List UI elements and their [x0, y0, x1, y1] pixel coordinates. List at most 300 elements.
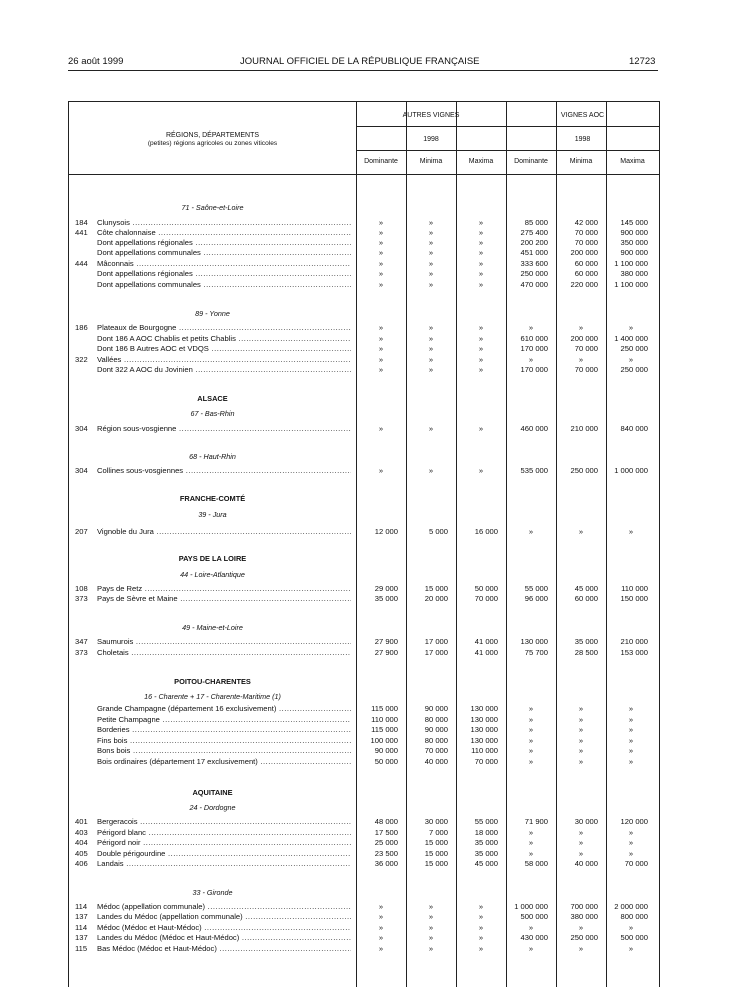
row-value: » [628, 849, 634, 858]
row-value: » [378, 466, 384, 475]
row-value: 470 000 [520, 280, 548, 289]
table-row [69, 344, 659, 354]
group-vignes-aoc: VIGNES AOC [560, 112, 605, 119]
table-row [69, 218, 659, 228]
table-row [69, 238, 659, 248]
row-value: » [428, 248, 434, 257]
row-value: 610 000 [520, 334, 548, 343]
section-heading: FRANCHE-COMTÉ [179, 494, 246, 503]
row-code: 444 [75, 259, 88, 268]
row-value: » [428, 269, 434, 278]
row-value: 70 000 [474, 757, 498, 766]
row-value: » [478, 248, 484, 257]
row-code: 115 [75, 944, 88, 953]
row-value: 130 000 [470, 725, 498, 734]
row-label: Région sous-vosgienne ..... [97, 424, 351, 434]
row-value: » [578, 849, 584, 858]
table-row [69, 466, 659, 476]
row-value: » [528, 715, 534, 724]
row-label: Bons bois ..... [97, 746, 351, 756]
table-row [69, 912, 659, 922]
row-label: Clunysois ..... [97, 218, 351, 228]
row-value: » [578, 828, 584, 837]
col-maxima-aoc: Maxima [620, 158, 645, 165]
row-value: » [478, 365, 484, 374]
row-value: » [428, 355, 434, 364]
row-label: Dont appellations régionales ..... [97, 269, 351, 279]
row-value: 60 000 [574, 259, 598, 268]
row-value: 1 000 000 [614, 466, 648, 475]
section-heading: 24 - Dordogne [189, 803, 236, 812]
row-value: » [578, 715, 584, 724]
row-value: 500 000 [520, 912, 548, 921]
table-row [69, 736, 659, 746]
row-value: » [528, 323, 534, 332]
section-heading: 49 - Maine-et-Loire [182, 623, 243, 632]
row-value: 130 000 [470, 704, 498, 713]
row-value: » [428, 933, 434, 942]
header-title: JOURNAL OFFICIEL DE LA RÉPUBLIQUE FRANÇAISE [240, 56, 480, 67]
row-label: Pays de Sèvre et Maine ..... [97, 594, 351, 604]
row-value: 333 600 [520, 259, 548, 268]
row-code: 401 [75, 817, 88, 826]
row-value: » [578, 746, 584, 755]
row-value: » [478, 323, 484, 332]
row-value: 41 000 [474, 637, 498, 646]
row-value: 1 100 000 [614, 259, 648, 268]
row-value: » [378, 944, 384, 953]
row-value: 210 000 [620, 637, 648, 646]
row-value: » [578, 725, 584, 734]
year-autres-vignes: 1998 [423, 136, 439, 143]
col-minima: Minima [419, 158, 443, 165]
row-value: 115 000 [371, 704, 398, 713]
row-value: 115 000 [371, 725, 398, 734]
row-value: 50 000 [474, 584, 498, 593]
section-heading: AQUITAINE [192, 788, 233, 797]
row-value: 25 000 [374, 838, 398, 847]
section-heading: 33 - Gironde [192, 888, 233, 897]
row-value: » [578, 923, 584, 932]
row-value: » [528, 704, 534, 713]
row-value: » [428, 944, 434, 953]
section-heading: 16 - Charente + 17 - Charente-Maritime (1) [144, 692, 281, 701]
row-value: 20 000 [424, 594, 448, 603]
table-row [69, 715, 659, 725]
row-value: 380 000 [620, 269, 648, 278]
row-value: 90 000 [424, 704, 448, 713]
row-label: Médoc (Médoc et Haut-Médoc) ..... [97, 923, 351, 933]
row-value: 2 000 000 [614, 902, 648, 911]
table-row [69, 902, 659, 912]
row-label: Bergeracois ..... [97, 817, 351, 827]
row-value: 380 000 [570, 912, 598, 921]
row-value: 130 000 [520, 637, 548, 646]
row-value: » [378, 365, 384, 374]
table-row [69, 838, 659, 848]
row-value: 250 000 [620, 365, 648, 374]
section-heading: 71 - Saône-et-Loire [181, 203, 244, 212]
table-row [69, 228, 659, 238]
row-value: 85 000 [524, 218, 548, 227]
table-row [69, 248, 659, 258]
row-code: 406 [75, 859, 88, 868]
row-label: Dont 186 B Autres AOC et VDQS ..... [97, 344, 351, 354]
row-value: 535 000 [520, 466, 548, 475]
section-heading: 44 - Loire-Atlantique [180, 570, 245, 579]
row-value: » [478, 933, 484, 942]
row-value: » [628, 923, 634, 932]
row-code: 405 [75, 849, 88, 858]
row-value: » [528, 355, 534, 364]
row-value: » [528, 757, 534, 766]
row-value: » [428, 424, 434, 433]
row-value: » [478, 259, 484, 268]
row-value: » [428, 912, 434, 921]
col-dominante-aoc: Dominante [514, 158, 548, 165]
row-value: » [428, 238, 434, 247]
row-value: 16 000 [474, 527, 498, 536]
row-label: Dont appellations communales ..... [97, 248, 351, 258]
row-value: 75 700 [524, 648, 548, 657]
row-value: 220 000 [570, 280, 598, 289]
row-value: » [478, 344, 484, 353]
row-value: 800 000 [620, 912, 648, 921]
row-value: » [428, 323, 434, 332]
row-value: 460 000 [520, 424, 548, 433]
row-value: » [528, 838, 534, 847]
row-label: Landes du Médoc (Médoc et Haut-Médoc) ..... [97, 933, 351, 943]
row-value: 40 000 [574, 859, 598, 868]
row-value: 30 000 [424, 817, 448, 826]
table-row [69, 923, 659, 933]
row-value: 96 000 [524, 594, 548, 603]
row-label: Vignoble du Jura ..... [97, 527, 351, 537]
row-value: 1 000 000 [514, 902, 548, 911]
row-value: » [428, 923, 434, 932]
row-value: 7 000 [428, 828, 448, 837]
row-value: 451 000 [520, 248, 548, 257]
row-value: » [628, 323, 634, 332]
row-value: 35 000 [474, 849, 498, 858]
row-value: 35 000 [474, 838, 498, 847]
row-value: » [478, 902, 484, 911]
row-label: Mâconnais ..... [97, 259, 351, 269]
row-value: 170 000 [520, 344, 548, 353]
row-value: » [378, 259, 384, 268]
row-label: Choletais ..... [97, 648, 351, 658]
row-value: » [428, 218, 434, 227]
row-label: Fins bois ..... [97, 736, 351, 746]
table-row [69, 817, 659, 827]
row-value: » [628, 704, 634, 713]
row-value: » [378, 238, 384, 247]
col-dominante: Dominante [364, 158, 398, 165]
section-heading: PAYS DE LA LOIRE [178, 554, 247, 563]
row-value: » [378, 334, 384, 343]
row-value: 145 000 [620, 218, 648, 227]
row-value: 80 000 [424, 736, 448, 745]
row-value: » [578, 757, 584, 766]
section-heading: POITOU-CHARENTES [174, 677, 251, 686]
row-value: » [478, 334, 484, 343]
row-code: 207 [75, 527, 88, 536]
row-value: » [478, 355, 484, 364]
table-row [69, 648, 659, 658]
row-value: 5 000 [428, 527, 448, 536]
row-value: 200 000 [570, 248, 598, 257]
row-value: » [428, 259, 434, 268]
row-value: 55 000 [474, 817, 498, 826]
row-value: 45 000 [474, 859, 498, 868]
row-value: 70 000 [624, 859, 648, 868]
row-value: 500 000 [620, 933, 648, 942]
row-value: » [478, 912, 484, 921]
row-value: » [428, 902, 434, 911]
row-value: 1 100 000 [614, 280, 648, 289]
row-code: 114 [75, 923, 88, 932]
row-label: Double périgourdine ..... [97, 849, 351, 859]
table-row [69, 725, 659, 735]
row-value: » [578, 323, 584, 332]
row-value: » [428, 344, 434, 353]
table-row [69, 859, 659, 869]
row-value: 60 000 [574, 269, 598, 278]
table-row [69, 424, 659, 434]
row-value: » [428, 466, 434, 475]
row-value: 35 000 [574, 637, 598, 646]
header-page-number: 12723 [629, 56, 656, 67]
row-value: » [378, 269, 384, 278]
row-label: Landais ..... [97, 859, 351, 869]
row-code: 108 [75, 584, 88, 593]
row-value: 35 000 [374, 594, 398, 603]
row-value: 17 500 [374, 828, 398, 837]
row-value: 350 000 [620, 238, 648, 247]
section-heading: 89 - Yonne [195, 309, 230, 318]
row-value: » [378, 248, 384, 257]
row-value: 17 000 [424, 648, 448, 657]
row-value: » [528, 746, 534, 755]
row-label: Grande Champagne (département 16 exclusivement) ..... [97, 704, 351, 714]
row-value: » [378, 424, 384, 433]
row-label: Landes du Médoc (appellation communale) ..... [97, 912, 351, 922]
row-code: 403 [75, 828, 88, 837]
row-value: 55 000 [524, 584, 548, 593]
header-date: 26 août 1999 [68, 56, 124, 67]
row-value: 12 000 [374, 527, 398, 536]
row-value: » [478, 923, 484, 932]
row-value: 41 000 [474, 648, 498, 657]
row-value: » [528, 849, 534, 858]
row-value: » [578, 527, 584, 536]
row-value: » [628, 746, 634, 755]
row-value: 15 000 [424, 838, 448, 847]
row-code: 304 [75, 424, 88, 433]
row-value: » [428, 365, 434, 374]
row-value: » [478, 238, 484, 247]
row-value: 30 000 [574, 817, 598, 826]
row-value: » [578, 944, 584, 953]
row-label: Dont appellations régionales ..... [97, 238, 351, 248]
row-label: Périgord noir ..... [97, 838, 351, 848]
row-value: » [628, 757, 634, 766]
table-row [69, 323, 659, 333]
row-value: 250 000 [570, 933, 598, 942]
row-value: 1 400 000 [614, 334, 648, 343]
row-code: 114 [75, 902, 88, 911]
row-value: » [478, 228, 484, 237]
section-heading: 39 - Jura [198, 510, 227, 519]
data-table [68, 101, 660, 987]
row-value: 23 500 [374, 849, 398, 858]
row-value: 120 000 [620, 817, 648, 826]
row-value: 100 000 [370, 736, 398, 745]
row-value: » [528, 725, 534, 734]
row-value: 150 000 [620, 594, 648, 603]
row-value: » [528, 923, 534, 932]
row-value: 36 000 [374, 859, 398, 868]
row-value: » [378, 280, 384, 289]
row-value: » [628, 527, 634, 536]
year-vignes-aoc: 1998 [574, 136, 591, 143]
row-value: » [428, 280, 434, 289]
row-value: 71 900 [524, 817, 548, 826]
row-value: 250 000 [520, 269, 548, 278]
row-value: 90 000 [374, 746, 398, 755]
row-label: Petite Champagne ..... [97, 715, 351, 725]
row-value: » [628, 355, 634, 364]
row-value: 27 900 [374, 637, 398, 646]
row-value: 15 000 [424, 859, 448, 868]
row-label: Bas Médoc (Médoc et Haut-Médoc) ..... [97, 944, 351, 954]
row-label: Périgord blanc ..... [97, 828, 351, 838]
row-label: Dont 186 A AOC Chablis et petits Chablis ..... [97, 334, 351, 344]
row-value: 70 000 [474, 594, 498, 603]
row-code: 137 [75, 912, 88, 921]
row-code: 404 [75, 838, 88, 847]
row-value: 900 000 [620, 248, 648, 257]
row-value: 153 000 [620, 648, 648, 657]
group-autres-vignes: AUTRES VIGNES [402, 112, 460, 119]
row-value: » [478, 944, 484, 953]
row-value: » [578, 838, 584, 847]
table-row [69, 757, 659, 767]
regions-heading-line1: RÉGIONS, DÉPARTEMENTS [165, 132, 260, 139]
row-value: 70 000 [574, 238, 598, 247]
row-value: » [528, 944, 534, 953]
row-code: 441 [75, 228, 88, 237]
row-value: 17 000 [424, 637, 448, 646]
table-row [69, 746, 659, 756]
row-value: 130 000 [470, 736, 498, 745]
row-value: 110 000 [371, 715, 398, 724]
header-rule-group [356, 126, 659, 127]
row-value: » [378, 912, 384, 921]
row-value: 430 000 [520, 933, 548, 942]
row-value: 45 000 [574, 584, 598, 593]
row-value: 58 000 [524, 859, 548, 868]
row-code: 137 [75, 933, 88, 942]
row-code: 347 [75, 637, 88, 646]
row-label: Bois ordinaires (département 17 exclusivement) ..... [97, 757, 351, 767]
table-row [69, 584, 659, 594]
row-value: » [478, 269, 484, 278]
row-value: 70 000 [574, 344, 598, 353]
row-value: » [478, 424, 484, 433]
row-value: » [378, 228, 384, 237]
table-row [69, 280, 659, 290]
row-value: 80 000 [424, 715, 448, 724]
table-row [69, 933, 659, 943]
row-value: » [628, 715, 634, 724]
row-code: 186 [75, 323, 88, 332]
row-code: 304 [75, 466, 88, 475]
row-value: » [378, 344, 384, 353]
row-label: Dont appellations communales ..... [97, 280, 351, 290]
row-value: » [578, 704, 584, 713]
row-value: 28 500 [574, 648, 598, 657]
row-label: Plateaux de Bourgogne ..... [97, 323, 351, 333]
table-row [69, 849, 659, 859]
row-value: » [378, 218, 384, 227]
row-value: » [378, 923, 384, 932]
row-value: » [628, 944, 634, 953]
table-row [69, 355, 659, 365]
row-value: » [428, 334, 434, 343]
table-row [69, 594, 659, 604]
row-value: » [378, 323, 384, 332]
table-row [69, 334, 659, 344]
row-value: 900 000 [620, 228, 648, 237]
row-value: » [378, 933, 384, 942]
row-label: Collines sous-vosgiennes ..... [97, 466, 351, 476]
table-row [69, 269, 659, 279]
row-value: » [528, 736, 534, 745]
table-row [69, 637, 659, 647]
row-value: 210 000 [570, 424, 598, 433]
row-label: Médoc (appellation communale) ..... [97, 902, 351, 912]
row-value: 60 000 [574, 594, 598, 603]
row-code: 184 [75, 218, 88, 227]
row-value: 15 000 [424, 849, 448, 858]
row-value: 130 000 [470, 715, 498, 724]
row-value: » [378, 902, 384, 911]
row-value: 27 900 [374, 648, 398, 657]
row-label: Vallées ..... [97, 355, 351, 365]
row-value: 42 000 [574, 218, 598, 227]
row-code: 373 [75, 594, 88, 603]
row-value: » [628, 838, 634, 847]
row-value: » [478, 466, 484, 475]
table-row [69, 828, 659, 838]
header-rule-year [356, 150, 659, 151]
row-value: 70 000 [424, 746, 448, 755]
row-value: 48 000 [374, 817, 398, 826]
table-row [69, 704, 659, 714]
row-value: » [628, 725, 634, 734]
row-code: 373 [75, 648, 88, 657]
section-heading: 68 - Haut-Rhin [189, 452, 236, 461]
row-label: Dont 322 A AOC du Jovinien ..... [97, 365, 351, 375]
row-value: 275 400 [520, 228, 548, 237]
row-label: Pays de Retz ..... [97, 584, 351, 594]
row-value: 70 000 [574, 365, 598, 374]
table-row [69, 944, 659, 954]
row-value: 50 000 [374, 757, 398, 766]
row-value: 40 000 [424, 757, 448, 766]
row-value: 29 000 [374, 584, 398, 593]
